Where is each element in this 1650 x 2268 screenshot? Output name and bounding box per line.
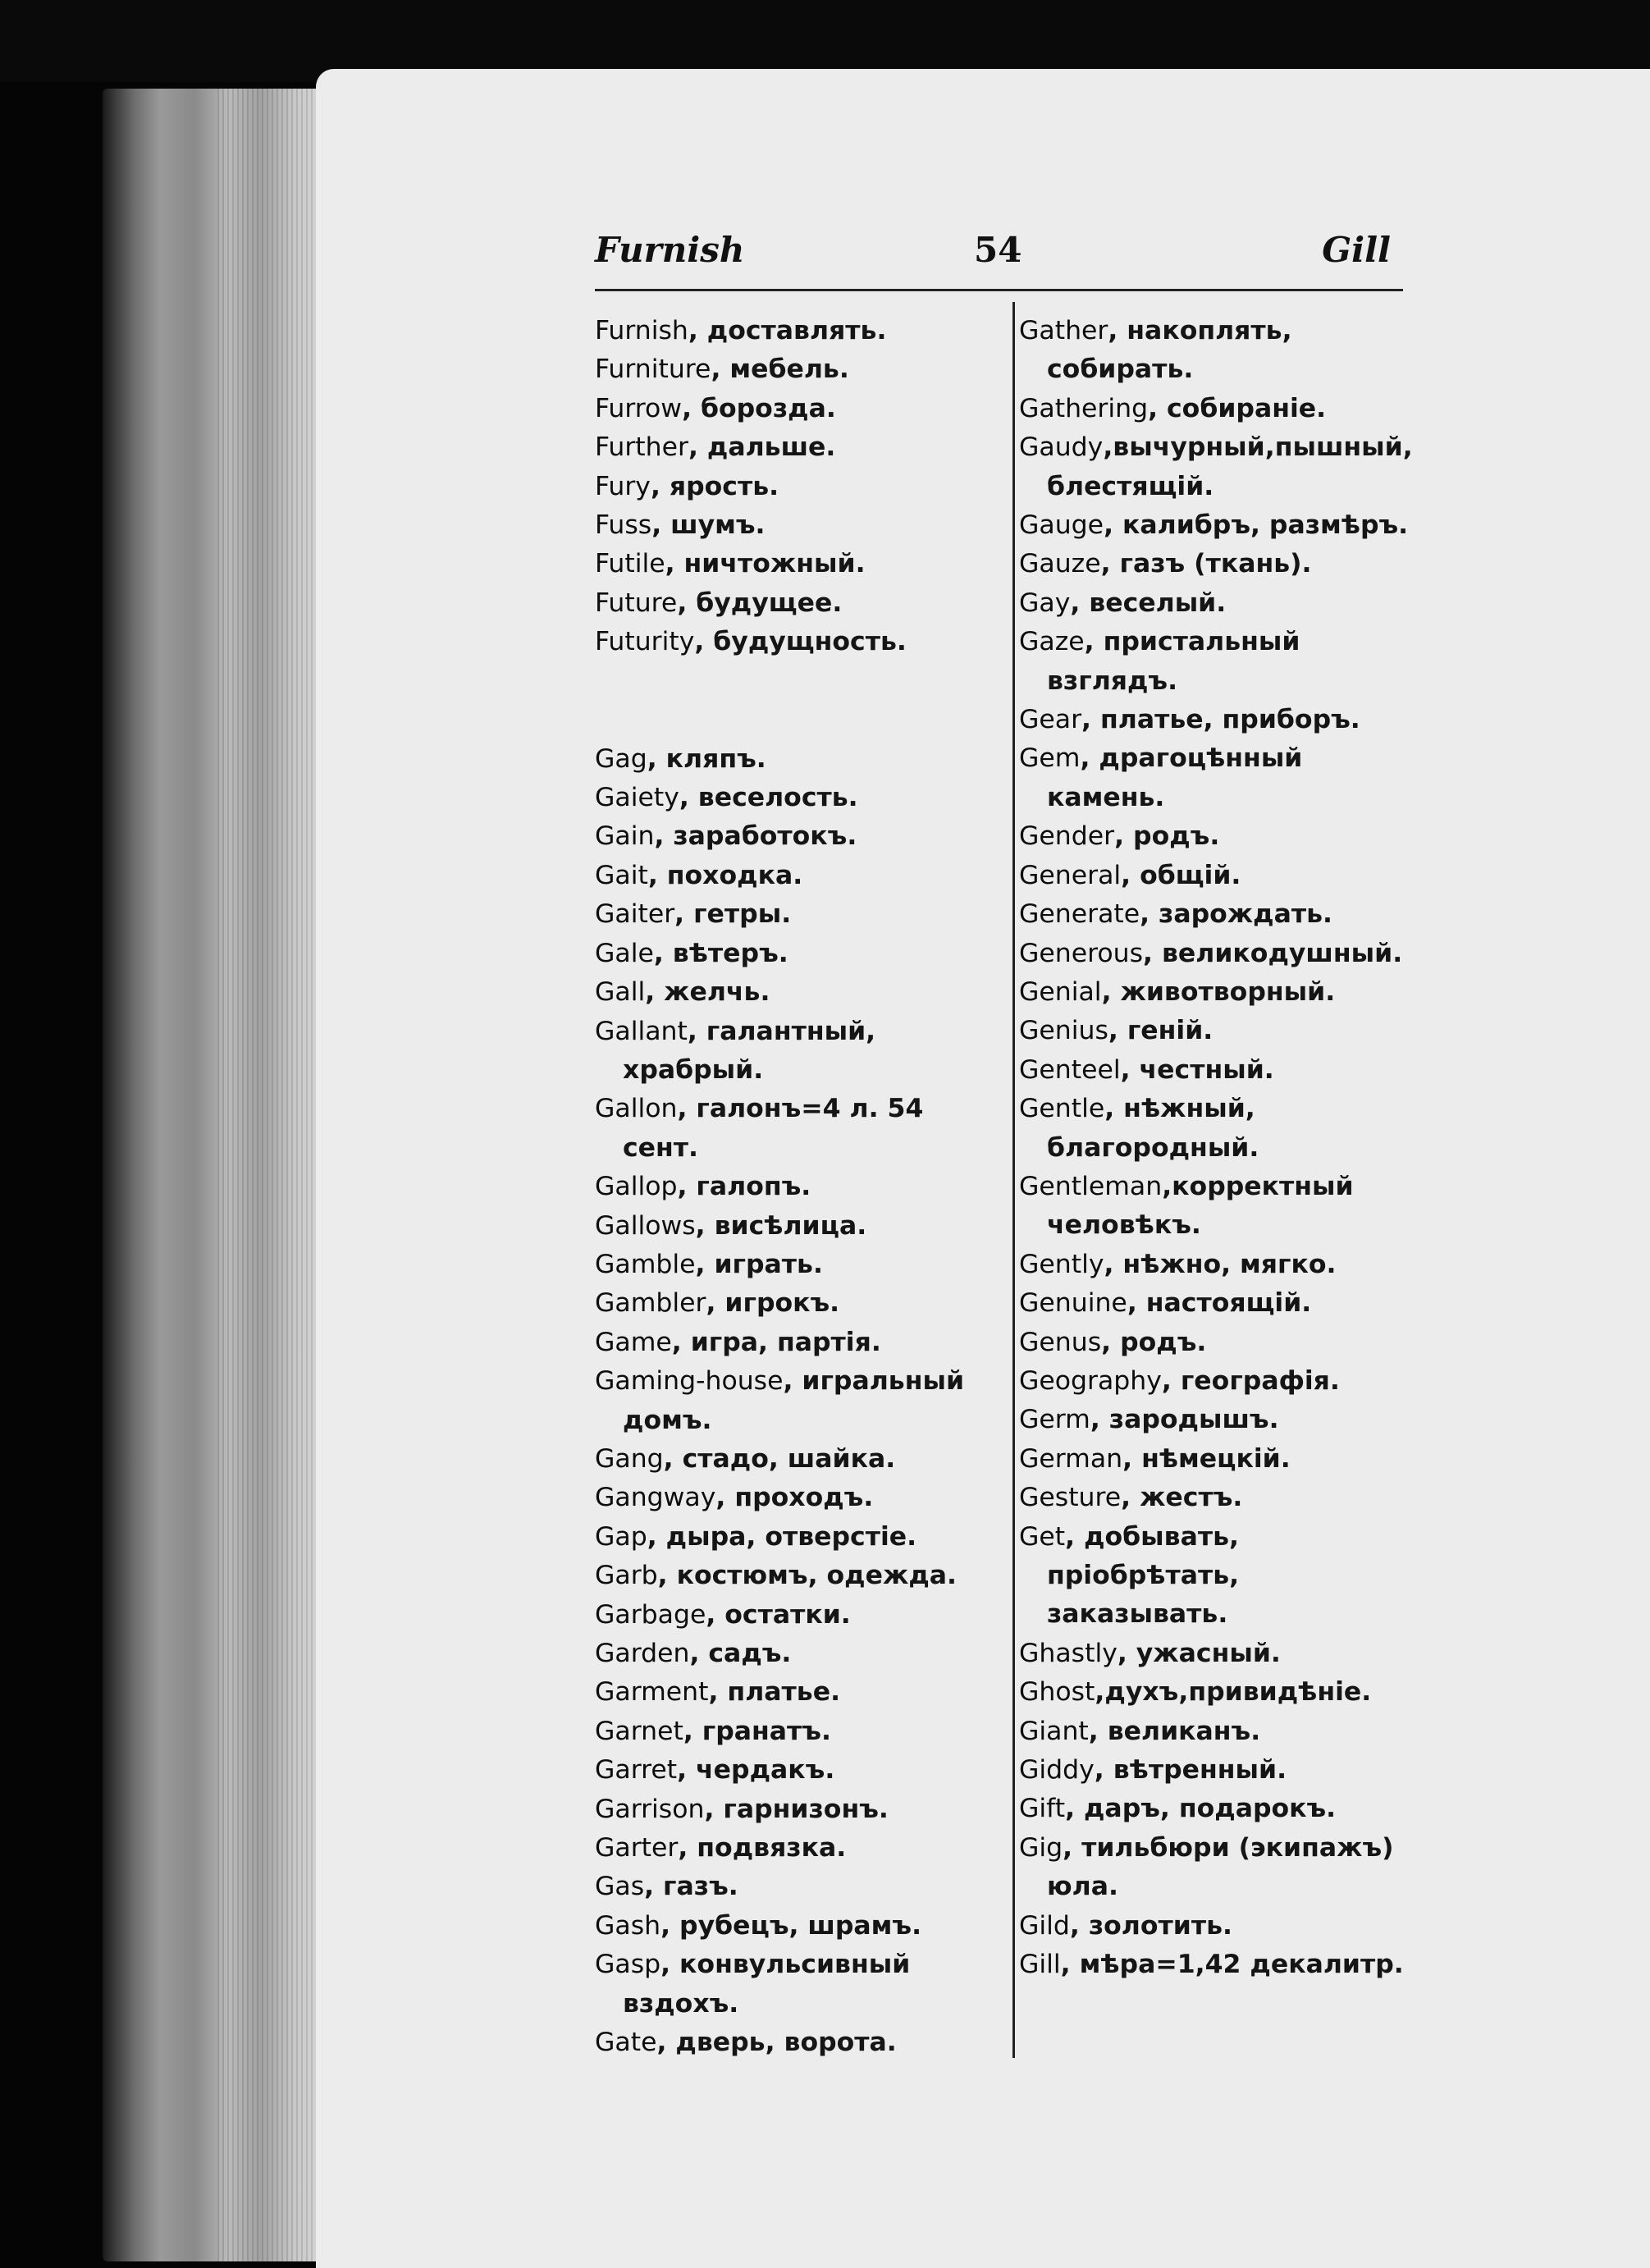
entry-headword: Futile: [595, 549, 665, 579]
entry-definition: , платье, приборъ.: [1081, 705, 1360, 735]
entry-headword: Gauze: [1019, 549, 1101, 579]
entry-headword: Furnish: [595, 316, 688, 345]
entry-headword: Fuss: [595, 510, 652, 541]
entry-definition: , даръ, подарокъ.: [1065, 1794, 1337, 1824]
entry-headword: Genus: [1019, 1327, 1102, 1357]
entry-definition: , рубецъ, шрамъ.: [660, 1910, 922, 1941]
entry-definition: , доставлять.: [688, 316, 887, 345]
section-gap: [595, 662, 999, 740]
entry-definition: , галантный, храбрый.: [623, 1016, 876, 1085]
dictionary-entry: [595, 1518, 999, 1557]
entry-definition: , платье.: [708, 1677, 841, 1708]
entry-headword: Garret: [595, 1755, 678, 1786]
entry-definition: , мѣра=1,42 декалитр.: [1060, 1950, 1404, 1980]
entry-definition: , заработокъ.: [654, 821, 857, 852]
column-divider: [1012, 302, 1015, 2058]
entry-definition: , борозда.: [682, 393, 836, 423]
dictionary-entry: [1019, 1829, 1411, 1907]
entry-headword: Genius: [1019, 1016, 1108, 1046]
entry-headword: Gamble: [595, 1249, 696, 1279]
dictionary-entry: [1019, 1673, 1411, 1712]
entry-headword: Further: [595, 432, 688, 463]
entry-definition: , костюмъ, одежда.: [657, 1561, 957, 1591]
entry-headword: Genteel: [1019, 1054, 1121, 1085]
dictionary-entry: [1019, 895, 1411, 934]
entry-definition: , дверь, ворота.: [656, 2028, 897, 2058]
entry-headword: Genuine: [1019, 1288, 1127, 1319]
entry-headword: Gag: [595, 743, 647, 774]
entry-definition: , веселый.: [1070, 588, 1227, 618]
dictionary-entry: [1019, 1090, 1411, 1168]
entry-headword: Fury: [595, 471, 651, 501]
entry-headword: Gaiety: [595, 783, 679, 813]
entry-headword: Gig: [1019, 1832, 1063, 1863]
dictionary-entry: [1019, 1635, 1411, 1673]
entry-headword: Gaze: [1019, 627, 1085, 657]
dictionary-entry: [1019, 1324, 1411, 1362]
dictionary-entry: [1019, 428, 1411, 506]
dictionary-entry: [595, 390, 999, 428]
entry-headword: Gentleman: [1019, 1171, 1163, 1201]
entry-headword: Garden: [595, 1639, 690, 1668]
dictionary-entry: [595, 1207, 999, 1246]
entry-definition: ,вычурный,пышный, блестящій.: [1047, 432, 1413, 501]
entry-headword: Gallant: [595, 1016, 688, 1046]
entry-headword: Furniture: [595, 354, 711, 385]
entry-headword: Gift: [1019, 1794, 1066, 1824]
entry-definition: , шумъ.: [651, 510, 766, 541]
entry-headword: Gait: [595, 860, 648, 890]
entry-headword: Futurity: [595, 627, 695, 657]
dictionary-entry: [1019, 1518, 1411, 1635]
entry-headword: Gentle: [1019, 1094, 1105, 1124]
dictionary-entry: [1019, 1440, 1411, 1479]
entry-definition: , играть.: [695, 1249, 823, 1279]
entry-definition: , тильбюри (экипажъ) юла.: [1047, 1832, 1394, 1902]
entry-definition: , висѣлица.: [695, 1210, 867, 1241]
dictionary-entry: [1019, 1401, 1411, 1439]
dictionary-entry: [595, 350, 999, 389]
entry-definition: , собираніе.: [1148, 393, 1327, 423]
entry-definition: , будущее.: [677, 588, 843, 618]
dictionary-entry: [595, 1907, 999, 1946]
entry-headword: Giant: [1019, 1716, 1089, 1746]
entry-headword: Gang: [595, 1443, 664, 1474]
dictionary-entry: [1019, 1012, 1411, 1050]
entry-headword: Gallon: [595, 1094, 678, 1124]
entry-headword: German: [1019, 1443, 1123, 1474]
dictionary-entry: [595, 584, 999, 623]
entry-definition: , гетры.: [674, 899, 792, 930]
dictionary-entry: [595, 1362, 999, 1440]
left-guide-word: Furnish: [595, 230, 745, 270]
entry-definition: , честный.: [1120, 1054, 1274, 1085]
dictionary-entry: [1019, 1946, 1411, 1984]
entry-definition: , кляпъ.: [647, 743, 766, 774]
entry-headword: Gauge: [1019, 510, 1104, 541]
entry-headword: Garrison: [595, 1794, 705, 1824]
entry-headword: Gash: [595, 1910, 661, 1941]
dictionary-entry: [595, 1635, 999, 1673]
entry-definition: ,корректный человѣкъ.: [1047, 1171, 1354, 1241]
entry-definition: , игрокъ.: [706, 1288, 840, 1319]
dictionary-entry: [1019, 935, 1411, 973]
entry-definition: , гранатъ.: [683, 1716, 831, 1746]
entry-headword: Germ: [1019, 1405, 1090, 1435]
dictionary-entry: [595, 895, 999, 934]
dictionary-entry: [595, 623, 999, 661]
dictionary-entry: [1019, 506, 1411, 545]
entry-headword: Gear: [1019, 705, 1082, 735]
dictionary-entry: [595, 1829, 999, 1868]
entry-definition: , будущность.: [694, 627, 907, 657]
entry-definition: , стадо, шайка.: [663, 1443, 896, 1474]
entry-headword: Geography: [1019, 1365, 1162, 1396]
entry-definition: , игра, партія.: [671, 1327, 881, 1357]
entry-headword: Gangway: [595, 1483, 716, 1513]
entry-headword: Gaming-house: [595, 1366, 784, 1397]
entry-group-g: [595, 740, 999, 2063]
entry-definition: , остатки.: [706, 1599, 851, 1630]
entry-definition: ,духъ,привидѣніе.: [1095, 1677, 1372, 1708]
dictionary-entry: [1019, 1362, 1411, 1401]
page-number: 54: [974, 230, 1022, 270]
entry-headword: Garment: [595, 1677, 709, 1708]
entry-headword: Garbage: [595, 1599, 706, 1630]
dictionary-entry: [1019, 623, 1411, 701]
entry-definition: , общій.: [1121, 860, 1241, 890]
dictionary-entry: [1019, 739, 1411, 817]
dictionary-entry: [595, 1790, 999, 1829]
entry-headword: Gall: [595, 977, 646, 1008]
left-column: [595, 312, 999, 2062]
dictionary-entry: [595, 1946, 999, 2023]
entry-definition: , калибръ, размѣръ.: [1104, 510, 1409, 541]
entry-definition: , чердакъ.: [677, 1755, 835, 1786]
entry-definition: , газъ.: [644, 1872, 738, 1902]
entry-headword: Gambler: [595, 1288, 706, 1319]
dictionary-entry: [595, 1673, 999, 1712]
dictionary-entry: [1019, 545, 1411, 583]
entry-headword: Gaudy: [1019, 432, 1104, 463]
right-column: [1019, 312, 1411, 1984]
entry-definition: , золотить.: [1069, 1910, 1232, 1941]
dictionary-entry: [595, 1090, 999, 1168]
entry-definition: , драгоцѣнный камень.: [1047, 743, 1303, 812]
dictionary-entry: [1019, 973, 1411, 1012]
entry-definition: , родъ.: [1101, 1327, 1207, 1357]
entry-definition: , настоящій.: [1127, 1288, 1312, 1319]
dictionary-entry: [1019, 312, 1411, 390]
entry-headword: Gale: [595, 938, 654, 968]
dictionary-entry: [1019, 1907, 1411, 1946]
entry-headword: Gap: [595, 1521, 647, 1552]
dictionary-entry: [595, 545, 999, 583]
dictionary-entry: [595, 817, 999, 856]
entry-definition: , вѣтеръ.: [653, 938, 788, 968]
entry-headword: Gathering: [1019, 393, 1149, 423]
dictionary-entry: [1019, 1712, 1411, 1751]
dictionary-entry: [1019, 1479, 1411, 1517]
entry-definition: , подвязка.: [678, 1833, 847, 1863]
entry-definition: , животворный.: [1101, 976, 1336, 1007]
entry-definition: , нѣжно, мягко.: [1104, 1249, 1337, 1279]
dictionary-entry: [595, 1168, 999, 1206]
entry-headword: Giddy: [1019, 1755, 1095, 1786]
entry-definition: , зародышъ.: [1090, 1405, 1279, 1435]
dictionary-entry: [1019, 1284, 1411, 1323]
entry-headword: Future: [595, 588, 678, 618]
entry-definition: , конвульсивный вздохъ.: [623, 1950, 911, 2019]
dictionary-entry: [1019, 1168, 1411, 1246]
dictionary-entry: [1019, 390, 1411, 428]
dictionary-entry: [595, 312, 999, 350]
entry-headword: Gesture: [1019, 1483, 1122, 1513]
entry-headword: Gas: [595, 1872, 645, 1902]
entry-definition: , жестъ.: [1121, 1483, 1243, 1513]
dictionary-entry: [595, 1013, 999, 1091]
entry-definition: , газъ (ткань).: [1100, 549, 1312, 579]
dictionary-entry: [595, 2023, 999, 2062]
dictionary-entry: [1019, 584, 1411, 623]
entry-headword: Gallows: [595, 1210, 696, 1241]
entry-definition: , галонъ=4 л. 54 сент.: [623, 1094, 924, 1163]
dictionary-entry: [1019, 817, 1411, 856]
entry-headword: Gallop: [595, 1172, 678, 1202]
entry-definition: , походка.: [647, 860, 803, 890]
entry-definition: , вѣтренный.: [1094, 1755, 1287, 1786]
entry-definition: , галопъ.: [677, 1172, 811, 1202]
right-guide-word: Gill: [1322, 230, 1391, 270]
entry-definition: , пристальный взглядъ.: [1047, 627, 1300, 696]
dictionary-entry: [595, 1284, 999, 1323]
entry-definition: , дыра, отверстіе.: [647, 1521, 917, 1552]
entry-definition: , садъ.: [689, 1639, 792, 1668]
dictionary-entry: [595, 740, 999, 779]
entry-definition: , мебель.: [711, 354, 849, 385]
dictionary-entry: [595, 973, 999, 1012]
entry-definition: , геній.: [1108, 1016, 1214, 1046]
dictionary-entry: [1019, 1790, 1411, 1828]
entry-definition: , добывать, пріобрѣтать, заказывать.: [1047, 1521, 1240, 1630]
entry-definition: , игральный домъ.: [623, 1366, 965, 1435]
entry-headword: Gather: [1019, 316, 1108, 345]
entry-headword: Furrow: [595, 393, 683, 423]
dictionary-entry: [595, 1479, 999, 1517]
entry-definition: , ужасный.: [1117, 1638, 1281, 1668]
dictionary-entry: [595, 779, 999, 817]
entry-headword: Garb: [595, 1561, 658, 1591]
entry-headword: Game: [595, 1327, 672, 1357]
entry-headword: Garter: [595, 1833, 679, 1863]
dictionary-entry: [1019, 1051, 1411, 1090]
dictionary-entry: [595, 468, 999, 506]
entry-definition: , дальше.: [688, 432, 836, 463]
entry-headword: Gaiter: [595, 899, 675, 930]
entry-headword: Gasp: [595, 1950, 661, 1980]
entry-definition: , нѣмецкій.: [1122, 1443, 1291, 1474]
entry-definition: , ничтожный.: [665, 549, 866, 579]
dictionary-entry: [595, 1712, 999, 1751]
dictionary-entry: [1019, 701, 1411, 739]
header-rule: [595, 289, 1403, 291]
dictionary-entry: [595, 857, 999, 895]
entry-definition: , накоплять, собирать.: [1047, 316, 1292, 385]
entry-headword: Garnet: [595, 1716, 683, 1746]
entry-definition: , географія.: [1161, 1365, 1340, 1396]
dictionary-entry: [1019, 857, 1411, 895]
entry-group-f: [595, 312, 999, 662]
entry-definition: , проходъ.: [715, 1483, 874, 1513]
entry-definition: , родъ.: [1114, 821, 1220, 852]
entry-group-g-continued: [1019, 312, 1411, 1984]
dictionary-entry: [595, 1751, 999, 1790]
entry-headword: Gem: [1019, 743, 1081, 774]
entry-headword: Gate: [595, 2028, 657, 2058]
entry-headword: Ghost: [1019, 1677, 1095, 1708]
entry-definition: , желчь.: [645, 977, 770, 1008]
entry-headword: Gill: [1019, 1950, 1061, 1980]
entry-headword: Gain: [595, 821, 655, 852]
entry-definition: , великанъ.: [1088, 1716, 1261, 1746]
dictionary-entry: [595, 1246, 999, 1284]
dictionary-entry: [595, 428, 999, 467]
entry-headword: Ghastly: [1019, 1638, 1118, 1668]
entry-headword: Gild: [1019, 1910, 1070, 1941]
dictionary-entry: [595, 1868, 999, 1906]
entry-headword: Generous: [1019, 938, 1144, 968]
entry-definition: , нѣжный, благородный.: [1047, 1094, 1259, 1163]
entry-headword: Get: [1019, 1521, 1066, 1552]
dictionary-entry: [1019, 1246, 1411, 1284]
dictionary-entry: [595, 1440, 999, 1479]
entry-headword: Generate: [1019, 899, 1140, 930]
page-header: [595, 230, 1391, 279]
dictionary-entry: [595, 1557, 999, 1595]
entry-definition: , зарождать.: [1140, 899, 1332, 930]
entry-definition: , ярость.: [650, 471, 779, 501]
entry-definition: , великодушный.: [1143, 938, 1403, 968]
dictionary-entry: [595, 1324, 999, 1362]
dictionary-entry: [595, 506, 999, 545]
dictionary-entry: [595, 1596, 999, 1635]
entry-definition: , гарнизонъ.: [704, 1794, 889, 1824]
dictionary-entry: [595, 935, 999, 973]
entry-headword: Genial: [1019, 976, 1102, 1007]
entry-headword: General: [1019, 860, 1122, 890]
dictionary-entry: [1019, 1751, 1411, 1790]
entry-headword: Gently: [1019, 1249, 1104, 1279]
entry-definition: , веселость.: [679, 783, 858, 813]
entry-headword: Gender: [1019, 821, 1115, 852]
entry-headword: Gay: [1019, 588, 1071, 618]
